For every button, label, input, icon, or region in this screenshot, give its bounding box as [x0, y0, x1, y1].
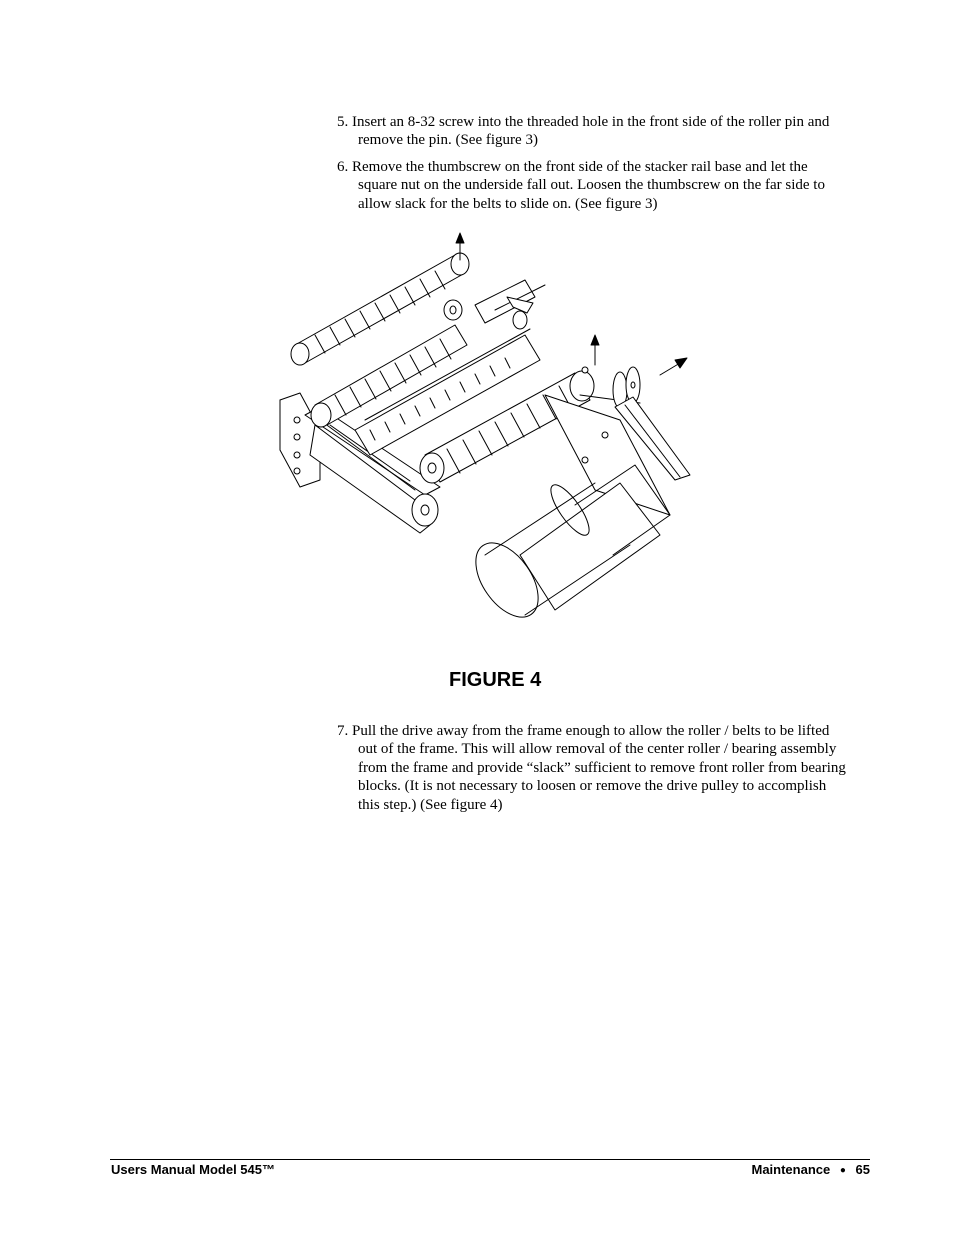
- step-7-line-3: from the frame and provide “slack” sufficient to remove front roller from bearing: [358, 759, 846, 776]
- bullet-icon: ●: [839, 1165, 846, 1176]
- step-7-line-4: blocks. (It is not necessary to loosen or remove the drive pulley to accomplish: [358, 778, 827, 795]
- step-7: [337, 722, 877, 814]
- step-6-line-1: 6. Remove the thumbscrew on the front side of the stacker rail base and let the: [337, 159, 808, 175]
- step-5-line-2: remove the pin. (See figure 3): [358, 132, 538, 149]
- footer-divider: [110, 1159, 870, 1160]
- step-7-line-2: out of the frame. This will allow removal of the center roller / bearing assembly: [358, 741, 837, 758]
- step-6-line-3: allow slack for the belts to slide on. (See figure 3): [358, 195, 658, 212]
- step-5: [337, 113, 877, 150]
- step-5-line-1: 5. Insert an 8-32 screw into the threaded hole in the front side of the roller pin and: [337, 114, 830, 130]
- roller-assembly-drawing: [275, 225, 695, 630]
- step-6-line-2: square nut on the underside fall out. Loosen the thumbscrew on the far side to: [358, 177, 825, 194]
- step-7-line-5: this step.) (See figure 4): [358, 796, 503, 813]
- footer-page-number: 65: [855, 1162, 870, 1177]
- footer-section: [751, 1162, 870, 1177]
- footer-section-name: Maintenance: [751, 1162, 831, 1177]
- step-6: [337, 158, 877, 213]
- step-7-line-1: 7. Pull the drive away from the frame enough to allow the roller / belts to be lifted: [337, 723, 830, 739]
- footer-manual-title: Users Manual Model 545™: [111, 1162, 275, 1177]
- figure-caption: FIGURE 4: [449, 669, 542, 691]
